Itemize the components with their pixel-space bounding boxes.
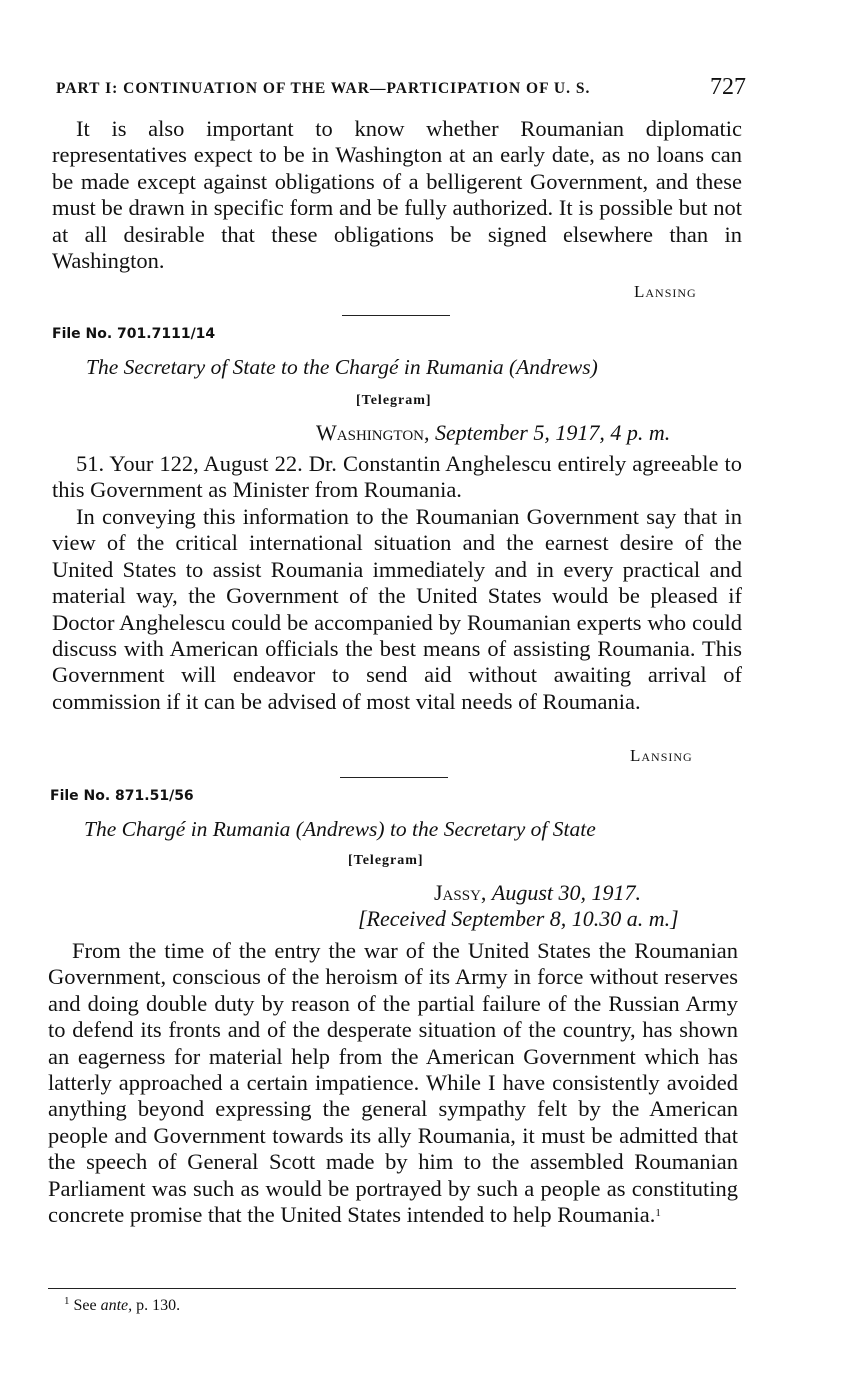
dateline-place: Jassy, xyxy=(434,880,487,905)
signature-lansing-1: Lansing xyxy=(634,282,697,301)
running-title: PART I: CONTINUATION OF THE WAR—PARTICIPATION OF U. S. xyxy=(56,80,591,97)
dateline xyxy=(316,420,670,446)
paragraph-text: From the time of the entry the war of the United States the Roumanian Government, conscious of the heroism of its Army in force without reserves and doing double duty by reason of the partial failure of the Russian Army to defend its fronts and of the desperate situation of the country, has shown an eagerness for material help from the American Government which has latterly approached a certain impatience. While I have consistently avoided anything beyond expressing the general sympathy felt by the American people and Government towards its ally Roumania, it must be admitted that the speech of General Scott made by him to the assembled Roumanian Parliament was such as would be portrayed by such a people as constituting concrete promise that the United States intended to help Roumania. xyxy=(48,938,738,1228)
file-number: File No. 701.7111/14 xyxy=(52,326,216,342)
paragraph-conveying: In conveying this information to the Roumanian Government say that in view of the critical international situation and the earnest desire of the United States to assist Roumania immediately and in every practical and material way, the Government of the United States would be pleased if Doctor Anghelescu could be accompanied by Roumanian experts who could discuss with American officials the best means of assisting Roumania. This Government will endeavor to send aid without awaiting arrival of commission if it can be advised of most vital needs of Roumania. xyxy=(52,504,742,714)
footnote-ref: ante, xyxy=(100,1297,133,1314)
paragraph-roumanian-government xyxy=(48,938,738,1228)
section-divider xyxy=(340,777,448,778)
running-header xyxy=(56,74,746,104)
document-title: The Chargé in Rumania (Andrews) to the Secretary of State xyxy=(84,817,596,841)
signature-lansing-2: Lansing xyxy=(630,746,693,765)
dateline xyxy=(434,880,641,906)
paragraph-anghelescu: 51. Your 122, August 22. Dr. Constantin Anghelescu entirely agreeable to this Government as Minister from Roumania. xyxy=(52,451,742,503)
footnote-page: p. 130. xyxy=(136,1297,181,1314)
footnote-reference: 1 xyxy=(655,1207,661,1220)
paragraph-loans: It is also important to know whether Roumanian diplomatic representatives expect to be in Washington at an early date, as no loans can be made except against obligations of a belligerent Government, and these must be drawn in specific form and be fully authorized. It is possible but not at all desirable that these obligations be signed elsewhere than in Washington. xyxy=(52,116,742,274)
footnote-marker: 1 xyxy=(64,1295,70,1307)
page-number: 727 xyxy=(710,74,746,100)
dateline-date: August 30, 1917. xyxy=(491,880,642,905)
footnote xyxy=(64,1297,180,1315)
telegram-label: [Telegram] xyxy=(348,853,424,868)
dateline-date: September 5, 1917, 4 p. m. xyxy=(435,420,671,445)
section-divider xyxy=(342,315,450,316)
dateline-place: Washington, xyxy=(316,420,430,445)
telegram-label: [Telegram] xyxy=(356,393,432,408)
file-number: File No. 871.51/56 xyxy=(50,788,194,804)
received-line: [Received September 8, 10.30 a. m.] xyxy=(358,906,679,931)
footnote-divider xyxy=(48,1288,736,1289)
document-title: The Secretary of State to the Chargé in Rumania (Andrews) xyxy=(86,355,598,379)
footnote-text: See xyxy=(73,1297,97,1314)
